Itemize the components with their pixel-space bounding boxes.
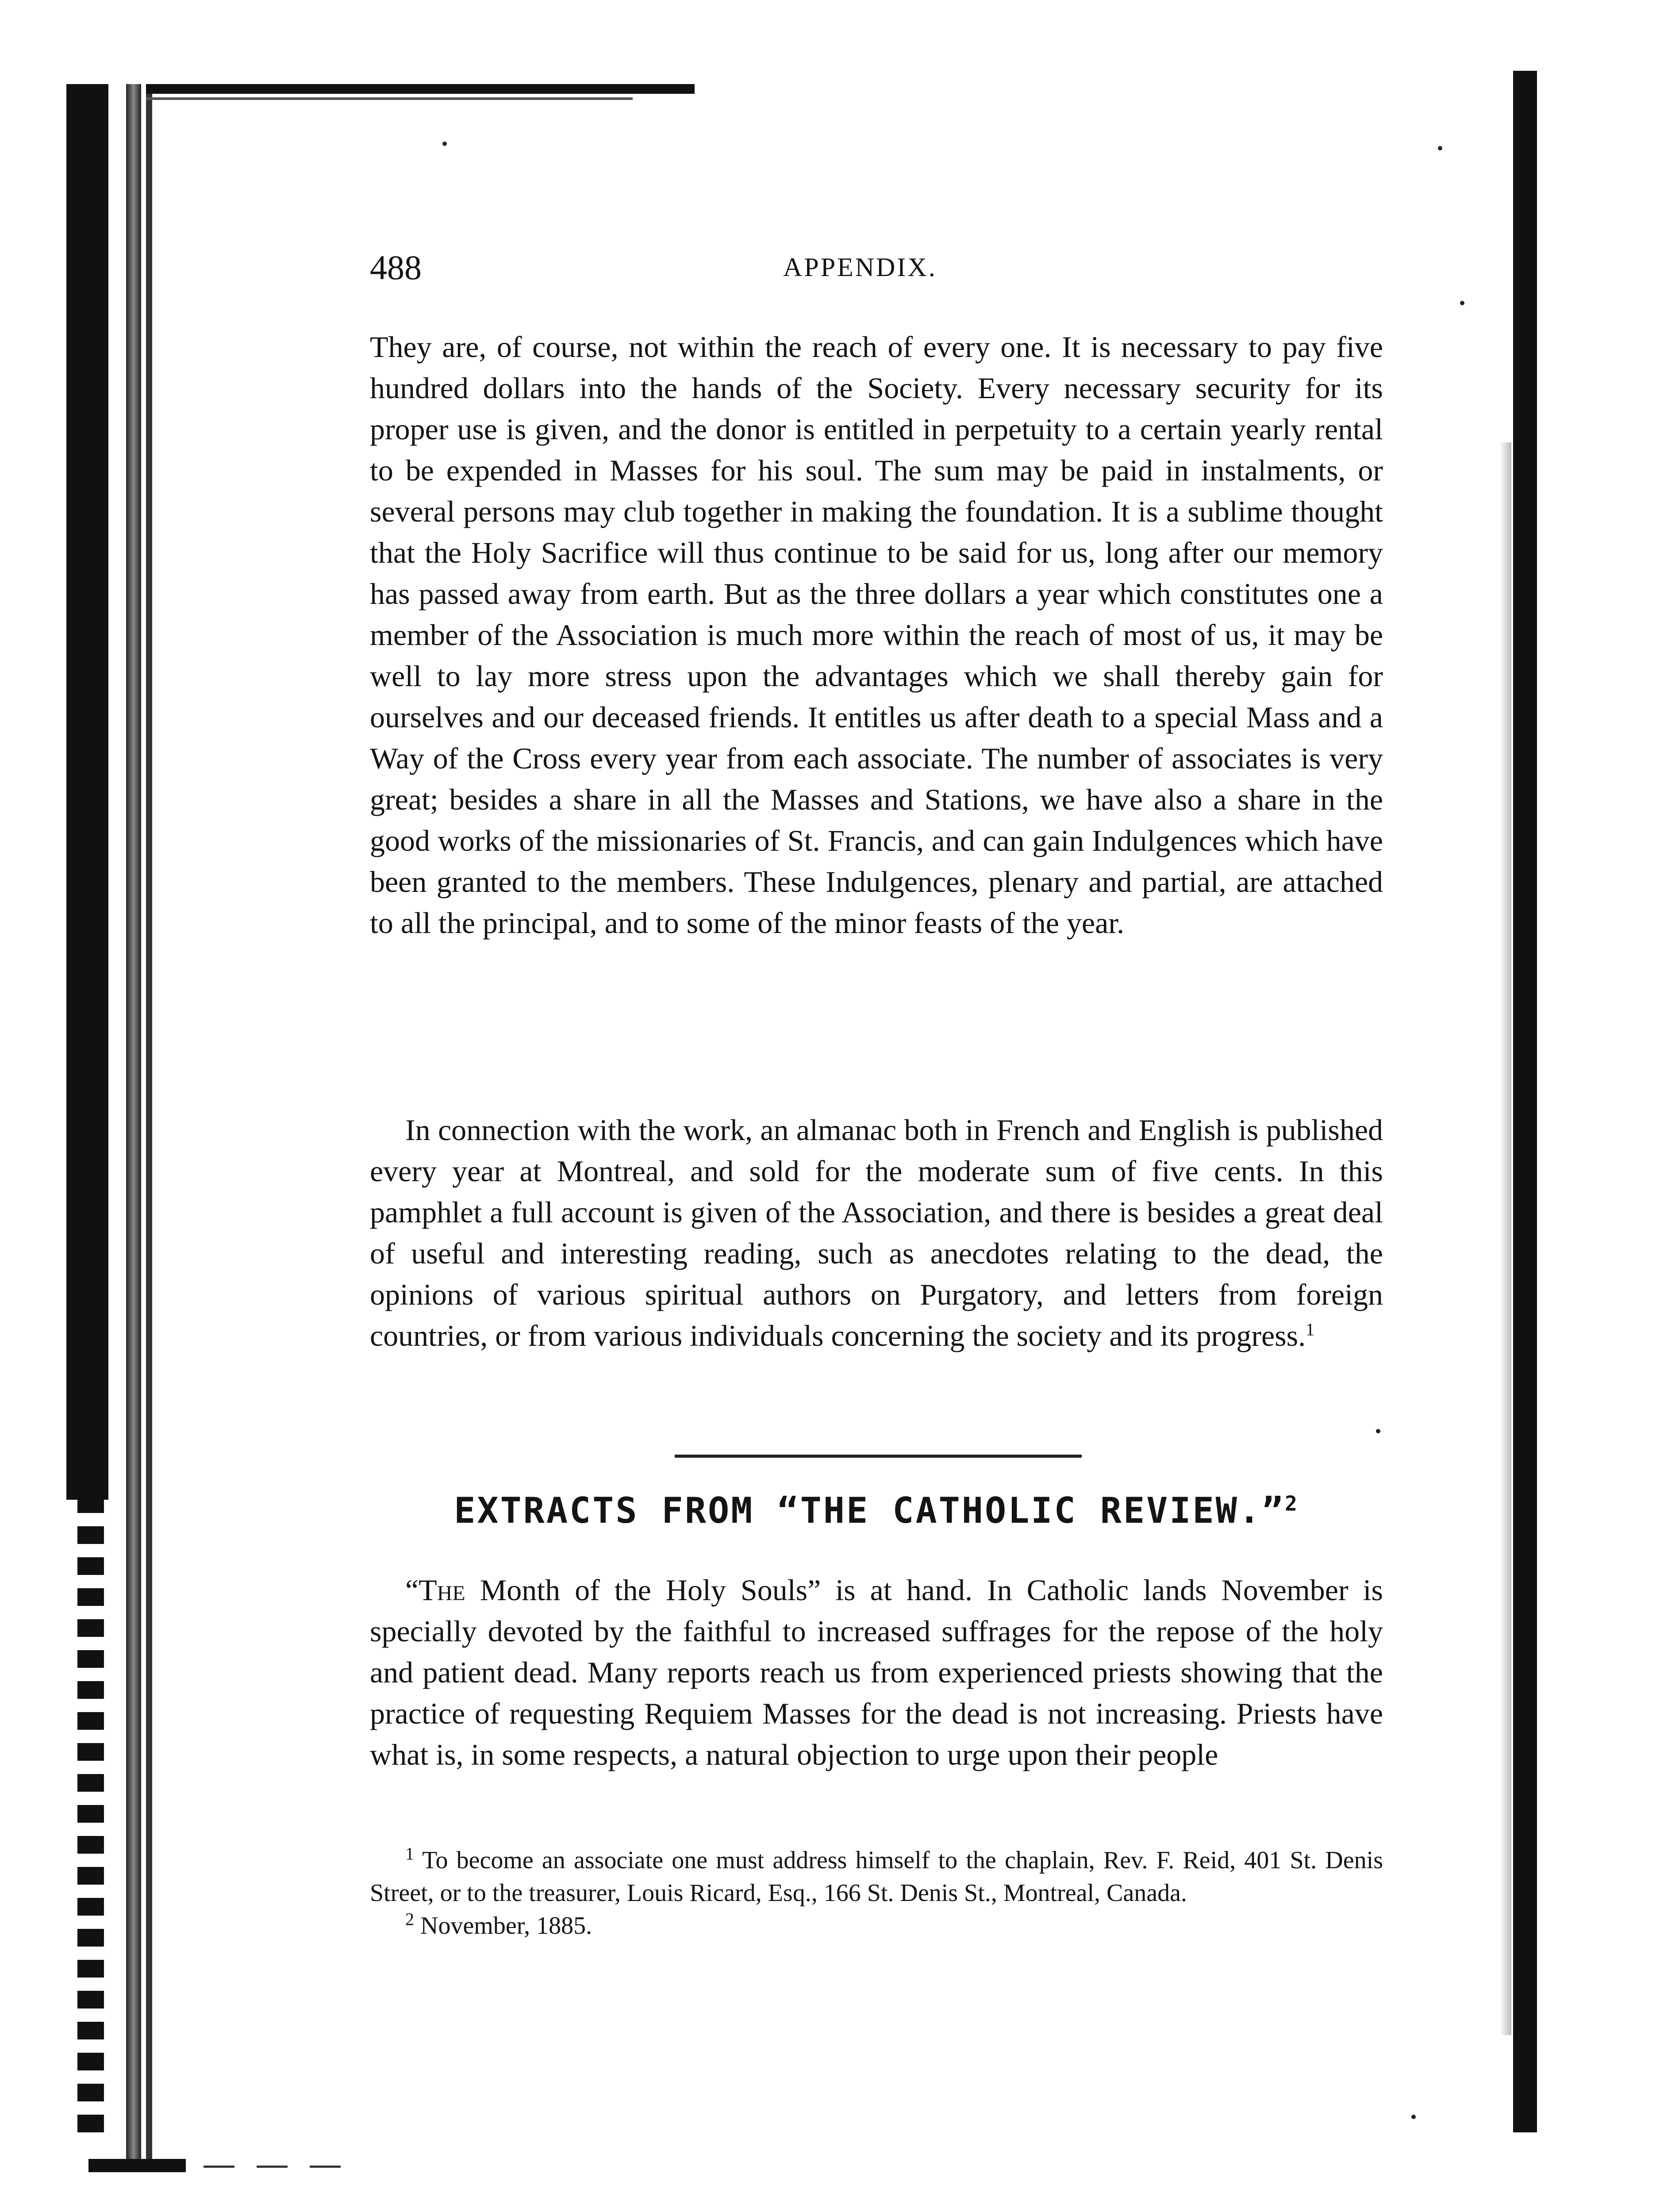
binding-shadow-left bbox=[66, 84, 108, 1500]
section-divider bbox=[675, 1455, 1082, 1458]
binding-shadow-left-lower bbox=[77, 1495, 104, 2137]
footnote-mark: 2 bbox=[405, 1909, 414, 1929]
scan-speck bbox=[1438, 146, 1442, 150]
section-heading bbox=[370, 1490, 1383, 1531]
footnote-reference: 2 bbox=[1285, 1491, 1299, 1516]
scan-bottom-dash bbox=[257, 2166, 288, 2168]
running-head: APPENDIX. bbox=[783, 253, 937, 282]
footnote-reference: 1 bbox=[1306, 1319, 1315, 1340]
paragraph bbox=[370, 1110, 1383, 1356]
section-heading-text: EXTRACTS FROM “THE CATHOLIC REVIEW.” bbox=[454, 1490, 1285, 1531]
footnote bbox=[370, 1844, 1383, 1909]
paragraph bbox=[370, 1570, 1383, 1775]
footnote bbox=[370, 1909, 1383, 1942]
footnote-text: November, 1885. bbox=[420, 1912, 592, 1939]
footnote-text: To become an associate one must address himself to the chaplain, Rev. F. Reid, 401 St. Denis Street, or to the treasurer, Louis Ricard, Esq., 166 St. Denis St., Montreal, Canada. bbox=[370, 1847, 1383, 1907]
scan-bottom-dash bbox=[310, 2166, 341, 2168]
binding-gutter-line bbox=[146, 88, 152, 2159]
footnotes bbox=[370, 1844, 1383, 1942]
binding-gutter bbox=[126, 84, 141, 2163]
scan-top-edge bbox=[146, 84, 695, 94]
paragraph-text: They are, of course, not within the reach of every one. It is necessary to pay five hundred dollars into the hands of the Society. Every necessary security for its proper use is given, and the donor is entitled in perpetuity to a certain yearly rental to be expended in Masses for his soul. The sum may be paid in instalments, or several persons may club together in making the foundation. It is a sublime thought that the Holy Sacrifice will thus continue to be said for us, long after our memory has passed away from earth. But as the three dollars a year which constitutes one a member of the Association is much more within the reach of most of us, it may be well to lay more stress upon the advantages which we shall thereby gain for ourselves and our deceased friends. It entitles us after death to a special Mass and a Way of the Cross every year from each associate. The number of associates is very great; besides a share in all the Masses and Stations, we have also a share in the good works of the missionaries of St. Francis, and can gain Indulgences which have been granted to the members. These Indulgences, plenary and partial, are attached to all the principal, and to some of the minor feasts of the year. bbox=[370, 330, 1383, 940]
page-number: 488 bbox=[370, 248, 422, 287]
scan-speck bbox=[1460, 301, 1464, 305]
scan-bottom-dash bbox=[204, 2166, 234, 2168]
paragraph bbox=[370, 326, 1383, 944]
scan-speck bbox=[442, 142, 447, 146]
paragraph-text: In connection with the work, an almanac both in French and English is published every year at Montreal, and sold for the moderate sum of five cents. In this pamphlet a full account is given of the Association, and there is besides a great deal of useful and interesting reading, such as anecdotes relating to the dead, the opinions of various spiritual authors on Purgatory, and letters from foreign countries, or from various individuals concerning the society and its progress. bbox=[370, 1113, 1383, 1352]
paragraph-opening: “The bbox=[405, 1573, 465, 1607]
scan-speck bbox=[1376, 1429, 1380, 1433]
scan-speck bbox=[1411, 2115, 1416, 2119]
scan-bottom-mark bbox=[88, 2159, 186, 2172]
scan-right-edge bbox=[1513, 71, 1537, 2132]
paragraph-text: Month of the Holy Souls” is at hand. In Catholic lands November is specially devoted by the faithful to increased suffrages for the repose of the holy and patient dead. Many reports reach us from experienced priests showing that the practice of requesting Requiem Masses for the dead is not increasing. Priests have what is, in some respects, a natural objection to urge upon their people bbox=[370, 1573, 1383, 1771]
scan-top-edge-thin bbox=[146, 97, 633, 100]
footnote-mark: 1 bbox=[405, 1843, 414, 1864]
scan-right-shade bbox=[1500, 442, 1511, 2035]
